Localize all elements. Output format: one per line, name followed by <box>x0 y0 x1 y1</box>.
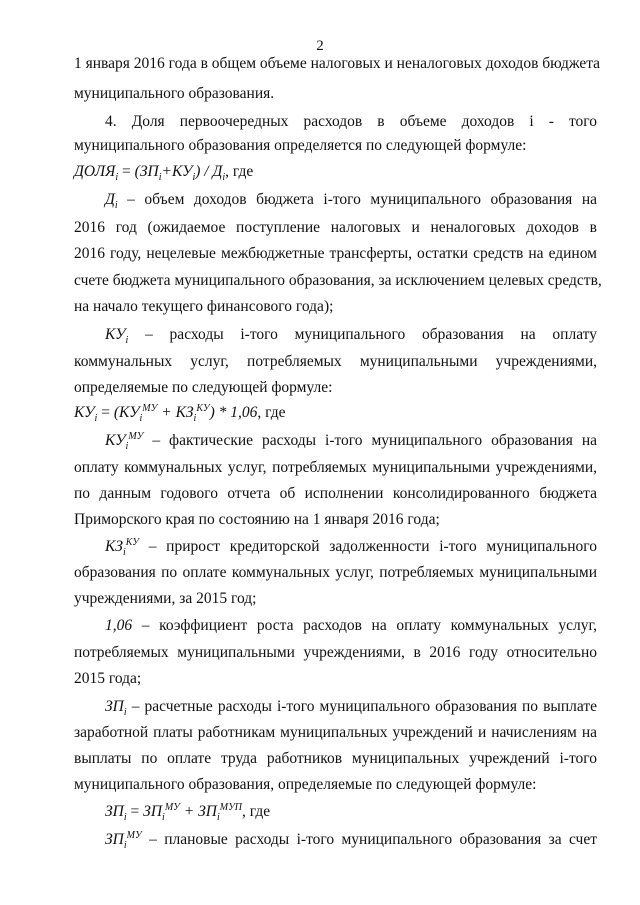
formula-symbol: Д <box>212 163 223 180</box>
text-line: по данным годового отчета об исполнении консолидированного бюджета <box>74 485 597 502</box>
formula-index: i <box>158 172 162 184</box>
definition-text: – прирост кредиторской задолженности i-того муниципального <box>148 538 598 555</box>
text-line: 4. Доля первоочередных расходов в объеме доходов i - того <box>105 113 597 130</box>
formula-tail: , где <box>257 404 286 421</box>
text-line: муниципального образования определяется по следующей формуле: <box>74 137 527 154</box>
formula-symbol: ЗП <box>105 831 124 848</box>
formula-operator: + <box>161 404 172 421</box>
formula-symbol: КУ <box>105 432 126 449</box>
definition-line <box>105 830 597 850</box>
formula-superscript: МУ <box>126 829 142 841</box>
formula-index: i <box>125 441 129 453</box>
formula-symbol: КУ <box>118 404 140 421</box>
formula-index: i <box>162 812 165 824</box>
text-line: Приморского края по состоянию на 1 января 2016 года; <box>74 511 440 528</box>
formula-index: i <box>123 840 127 852</box>
text-line: определяемые по следующей формуле: <box>74 379 333 396</box>
definition-text: – расчетные расходы i-того муниципального образования по выплате <box>131 698 597 715</box>
formula-operator: + <box>183 803 195 820</box>
formula-symbol: КЗ <box>105 538 123 555</box>
formula-tail: , где <box>242 803 271 820</box>
definition-line <box>105 190 597 210</box>
formula-operator: = <box>122 163 131 180</box>
formula-operator: ) <box>209 404 215 421</box>
formula-tail: , где <box>225 163 254 180</box>
formula-index: i <box>216 812 220 824</box>
definition-text: – объем доходов бюджета i-того муниципального образования на <box>127 191 597 208</box>
definition-line <box>105 537 597 557</box>
formula-index: i <box>125 335 129 347</box>
formula-symbol: ЗП <box>143 803 163 820</box>
formula-symbol: ЗП <box>105 698 124 715</box>
formula-index: i <box>114 200 118 212</box>
definition-line <box>105 431 597 451</box>
formula-index: i <box>115 172 119 184</box>
formula-operator: ) <box>195 163 201 180</box>
formula-operator: = <box>101 404 110 421</box>
text-line: коммунальных услуг, потребляемых муниципальными учреждениями, <box>74 353 597 370</box>
formula-symbol: КЗ <box>175 404 194 421</box>
formula-index: i <box>222 172 226 184</box>
formula-superscript: МУ <box>128 430 144 442</box>
formula-symbol: Д <box>105 191 115 208</box>
text-line: счете бюджета муниципального образования, за исключением целевых средств, <box>74 272 602 289</box>
page-number: 2 <box>316 38 324 54</box>
text-line: учреждениями, за 2015 год; <box>74 590 257 607</box>
text-line: выплаты по оплате труда работников муниципальных учреждений i-того <box>74 750 597 767</box>
formula-superscript: МУ <box>142 402 158 414</box>
formula-operator: ( <box>134 163 140 180</box>
formula-index: i <box>192 172 196 184</box>
definition-text: – фактические расходы i-того муниципального образования на <box>152 432 597 449</box>
formula-operator: * <box>218 404 227 421</box>
text-line: муниципального образования. <box>74 85 275 102</box>
formula-index: i <box>139 413 143 425</box>
text-line: 1 января 2016 года в общем объеме налоговых и неналоговых доходов бюджета <box>74 55 601 72</box>
text-line: заработной платы работникам муниципальных учреждений и начислениям на <box>74 724 597 741</box>
formula-ku <box>74 403 597 423</box>
formula-symbol: КУ <box>171 163 193 180</box>
definition-line <box>105 325 597 345</box>
definition-text: – коэффициент роста расходов на оплату коммунальных услуг, <box>141 617 597 634</box>
formula-superscript: КУ <box>196 402 210 414</box>
text-line: потребляемых муниципальными учреждениями, в 2016 году относительно <box>74 644 597 661</box>
formula-superscript: КУ <box>125 536 139 548</box>
formula-superscript: МУП <box>219 801 243 813</box>
formula-coefficient: 1,06 <box>105 617 133 634</box>
formula-operator: = <box>130 803 140 820</box>
formula-zp <box>105 802 597 822</box>
text-line: оплату коммунальных услуг, потребляемых муниципальными учреждениями, <box>74 459 597 476</box>
formula-index: i <box>122 547 126 559</box>
formula-index: i <box>193 413 197 425</box>
formula-symbol: КУ <box>74 404 95 421</box>
formula-symbol: ДОЛЯ <box>74 163 116 180</box>
formula-dolya <box>74 162 597 182</box>
text-line: образования по оплате коммунальных услуг, потребляемых муниципальными <box>74 564 597 581</box>
formula-index: i <box>123 707 127 719</box>
formula-operator: + <box>161 163 172 180</box>
formula-operator: / <box>204 163 209 180</box>
definition-text: – расходы i-того муниципального образования на оплату <box>145 326 597 343</box>
formula-symbol: ЗП <box>139 163 159 180</box>
definition-line <box>105 616 597 636</box>
text-line: 2016 году, нецелевые межбюджетные трансферты, остатки средств на едином <box>74 245 597 262</box>
formula-coefficient: 1,06 <box>230 404 258 421</box>
formula-symbol: ЗП <box>198 803 217 820</box>
formula-symbol: ЗП <box>105 803 124 820</box>
formula-superscript: МУ <box>164 801 180 813</box>
formula-operator: ( <box>113 404 119 421</box>
text-line: 2016 год (ожидаемое поступление налоговых и неналоговых доходов в <box>74 219 597 236</box>
text-line: муниципального образования, определяемые по следующей формуле: <box>74 776 537 793</box>
definition-line <box>105 697 597 717</box>
formula-index: i <box>123 812 127 824</box>
text-line: 2015 года; <box>74 670 142 687</box>
formula-index: i <box>94 413 98 425</box>
definition-text: – плановые расходы i-того муниципального образования за счет <box>149 831 597 848</box>
text-line: на начало текущего финансового года); <box>74 298 334 315</box>
formula-symbol: КУ <box>105 326 126 343</box>
